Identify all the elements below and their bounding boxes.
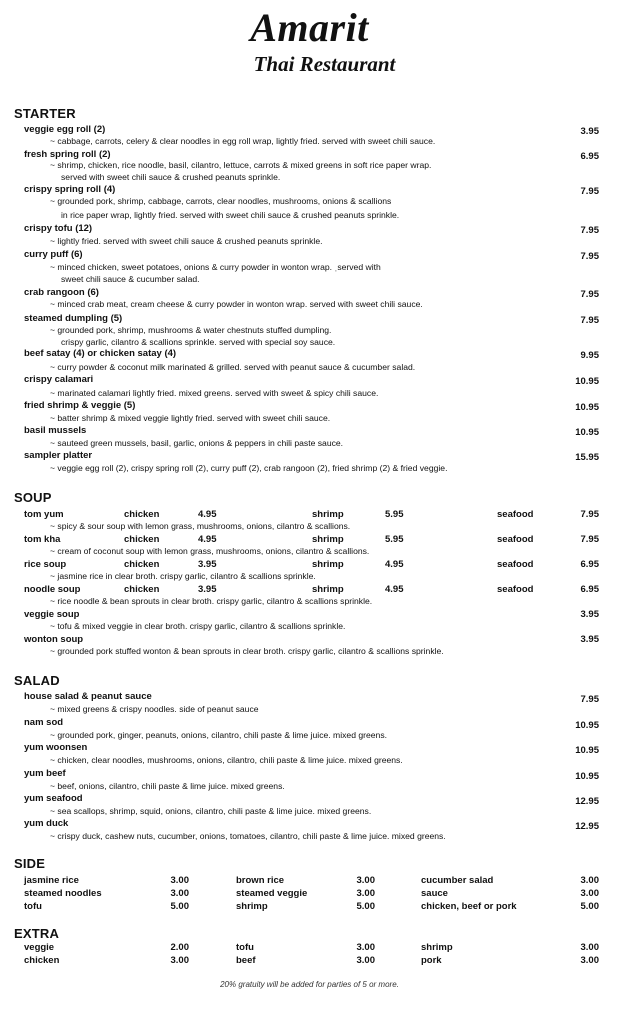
side-item-price: 3.00: [580, 875, 599, 886]
menu-item-price: 3.95: [580, 634, 599, 645]
side-item-name: jasmine rice: [24, 875, 79, 886]
menu-item-name: basil mussels: [24, 425, 87, 436]
menu-item-description: ~ sea scallops, shrimp, squid, onions, cilantro, chili paste & lime juice. mixed greens.: [50, 806, 372, 816]
menu-item-description: ~ veggie egg roll (2), crispy spring roll (2), curry puff (2), crab rangoon (2), fried shrimp (2) & fried veggie.: [50, 463, 448, 473]
menu-item-name: crispy spring roll (4): [24, 184, 116, 195]
extra-item-name: pork: [421, 955, 442, 966]
menu-item-description: ~ sauteed green mussels, basil, garlic, onions & peppers in chili paste sauce.: [50, 438, 344, 448]
menu-item-description: ~ shrimp, chicken, rice noodle, basil, cilantro, lettuce, carrots & mixed greens in soft rice paper wrap.: [50, 160, 432, 170]
menu-item-description: ~ grounded pork, ginger, peanuts, onions, cilantro, chili paste & lime juice. mixed greens.: [50, 730, 388, 740]
menu-item-description: ~ mixed greens & crispy noodles. side of peanut sauce: [50, 704, 259, 714]
soup-name: rice soup: [24, 559, 67, 570]
side-item-price: 3.00: [356, 888, 375, 899]
extra-item-name: veggie: [24, 942, 55, 953]
soup-chicken-price: 4.95: [198, 534, 217, 545]
side-item-name: steamed veggie: [236, 888, 308, 899]
menu-item-description: ~ jasmine rice in clear broth. crispy garlic, cilantro & scallions sprinkle.: [50, 571, 316, 581]
side-item-name: steamed noodles: [24, 888, 102, 899]
side-item-name: tofu: [24, 901, 42, 912]
menu-item-price: 10.95: [575, 427, 599, 438]
menu-item-description: ~ minced chicken, sweet potatoes, onions & curry powder in wonton wrap. ˌserved with: [50, 262, 381, 272]
extra-item-name: chicken: [24, 955, 60, 966]
soup-name: wonton soup: [24, 634, 84, 645]
extra-item-name: tofu: [236, 942, 254, 953]
menu-item-name: curry puff (6): [24, 249, 83, 260]
soup-chicken-price: 4.95: [198, 509, 217, 520]
soup-shrimp-price: 5.95: [385, 509, 404, 520]
side-item-name: brown rice: [236, 875, 285, 886]
section-heading-soup: SOUP: [14, 490, 52, 505]
menu-item-description: ~ rice noodle & bean sprouts in clear broth. crispy garlic, cilantro & scallions sprinkle.: [50, 596, 373, 606]
menu-item-name: crispy calamari: [24, 374, 94, 385]
extra-item-price: 3.00: [580, 942, 599, 953]
side-item-price: 5.00: [170, 901, 189, 912]
menu-item-description: ~ cream of coconut soup with lemon grass, mushrooms, onions, cilantro & scallions.: [50, 546, 370, 556]
menu-item-price: 10.95: [575, 376, 599, 387]
menu-item-name: fresh spring roll (2): [24, 149, 111, 160]
menu-item-description: served with sweet chili sauce & crushed peanuts sprinkle.: [61, 172, 281, 182]
menu-item-name: yum woonsen: [24, 742, 88, 753]
gratuity-note: 20% gratuity will be added for parties of 5 or more.: [220, 980, 399, 989]
soup-chicken-price: 3.95: [198, 559, 217, 570]
menu-item-description: ~ batter shrimp & mixed veggie lightly fried. served with sweet chili sauce.: [50, 413, 331, 423]
soup-shrimp-label: shrimp: [312, 509, 344, 520]
menu-item-name: house salad & peanut sauce: [24, 691, 152, 702]
side-item-price: 3.00: [170, 888, 189, 899]
side-item-name: cucumber salad: [421, 875, 494, 886]
menu-item-price: 9.95: [580, 350, 599, 361]
menu-item-description: ~ curry powder & coconut milk marinated & grilled. served with peanut sauce & cucumber salad.: [50, 362, 416, 372]
soup-shrimp-label: shrimp: [312, 559, 344, 570]
menu-item-price: 3.95: [580, 609, 599, 620]
soup-name: veggie soup: [24, 609, 80, 620]
menu-item-price: 10.95: [575, 771, 599, 782]
soup-shrimp-label: shrimp: [312, 534, 344, 545]
side-item-name: chicken, beef or pork: [421, 901, 517, 912]
soup-chicken-label: chicken: [124, 559, 160, 570]
extra-item-price: 3.00: [580, 955, 599, 966]
section-heading-side: SIDE: [14, 856, 46, 871]
menu-item-name: beef satay (4) or chicken satay (4): [24, 348, 177, 359]
soup-seafood-label: seafood: [497, 509, 534, 520]
menu-item-price: 7.95: [580, 225, 599, 236]
soup-chicken-label: chicken: [124, 534, 160, 545]
soup-seafood-price: 7.95: [580, 534, 599, 545]
menu-item-price: 7.95: [580, 289, 599, 300]
side-item-price: 3.00: [580, 888, 599, 899]
soup-seafood-label: seafood: [497, 584, 534, 595]
extra-item-name: beef: [236, 955, 256, 966]
soup-shrimp-price: 4.95: [385, 559, 404, 570]
side-item-price: 3.00: [170, 875, 189, 886]
restaurant-subtitle: Thai Restaurant: [253, 52, 396, 76]
menu-item-price: 7.95: [580, 694, 599, 705]
menu-item-description: ~ grounded pork stuffed wonton & bean sprouts in clear broth. crispy garlic, cilantro & scallions sprinkle.: [50, 646, 444, 656]
soup-seafood-label: seafood: [497, 534, 534, 545]
menu-item-description: ~ lightly fried. served with sweet chili sauce & crushed peanuts sprinkle.: [50, 236, 323, 246]
menu-item-price: 7.95: [580, 315, 599, 326]
menu-item-price: 10.95: [575, 745, 599, 756]
menu-item-description: ~ chicken, clear noodles, mushrooms, onions, cilantro, chili paste & lime juice. mixed greens.: [50, 755, 403, 765]
menu-item-description: sweet chili sauce & cucumber salad.: [61, 274, 200, 284]
soup-shrimp-price: 5.95: [385, 534, 404, 545]
menu-item-description: ~ tofu & mixed veggie in clear broth. crispy garlic, cilantro & scallions sprinkle.: [50, 621, 346, 631]
soup-seafood-price: 6.95: [580, 559, 599, 570]
menu-item-price: 12.95: [575, 796, 599, 807]
soup-name: tom yum: [24, 509, 64, 520]
extra-item-price: 3.00: [356, 942, 375, 953]
menu-item-name: yum duck: [24, 818, 69, 829]
menu-item-description: crispy garlic, cilantro & scallions sprinkle. served with special soy sauce.: [61, 337, 336, 347]
menu-item-description: ~ beef, onions, cilantro, chili paste & lime juice. mixed greens.: [50, 781, 285, 791]
menu-item-price: 7.95: [580, 186, 599, 197]
extra-item-price: 3.00: [170, 955, 189, 966]
soup-chicken-label: chicken: [124, 509, 160, 520]
section-heading-salad: SALAD: [14, 673, 60, 688]
menu-item-price: 3.95: [580, 126, 599, 137]
menu-item-price: 10.95: [575, 720, 599, 731]
soup-seafood-label: seafood: [497, 559, 534, 570]
menu-item-name: crab rangoon (6): [24, 287, 99, 298]
menu-item-description: ~ grounded pork, shrimp, mushrooms & water chestnuts stuffed dumpling.: [50, 325, 332, 335]
soup-shrimp-label: shrimp: [312, 584, 344, 595]
menu-item-name: steamed dumpling (5): [24, 313, 123, 324]
menu-item-name: veggie egg roll (2): [24, 124, 106, 135]
menu-item-description: in rice paper wrap, lightly fried. served with sweet chili sauce & crushed peanuts sprinkle.: [61, 210, 400, 220]
menu-item-name: sampler platter: [24, 450, 93, 461]
menu-item-name: yum beef: [24, 768, 66, 779]
menu-item-price: 6.95: [580, 151, 599, 162]
menu-item-price: 10.95: [575, 402, 599, 413]
soup-chicken-label: chicken: [124, 584, 160, 595]
menu-item-name: nam sod: [24, 717, 64, 728]
menu-item-description: ~ cabbage, carrots, celery & clear noodles in egg roll wrap, lightly fried. served with sweet chili sauce.: [50, 136, 436, 146]
extra-item-price: 2.00: [170, 942, 189, 953]
extra-item-price: 3.00: [356, 955, 375, 966]
side-item-name: sauce: [421, 888, 448, 899]
side-item-name: shrimp: [236, 901, 268, 912]
menu-item-name: yum seafood: [24, 793, 83, 804]
menu-item-description: ~ crispy duck, cashew nuts, cucumber, onions, tomatoes, cilantro, chili paste & lime juice. mixed greens.: [50, 831, 446, 841]
menu-item-description: ~ grounded pork, shrimp, cabbage, carrots, clear noodles, mushrooms, onions & scallions: [50, 196, 392, 206]
menu-item-description: ~ spicy & sour soup with lemon grass, mushrooms, onions, cilantro & scallions.: [50, 521, 351, 531]
soup-name: noodle soup: [24, 584, 81, 595]
section-heading-starter: STARTER: [14, 106, 76, 121]
side-item-price: 3.00: [356, 875, 375, 886]
soup-chicken-price: 3.95: [198, 584, 217, 595]
section-heading-extra: EXTRA: [14, 926, 60, 941]
soup-shrimp-price: 4.95: [385, 584, 404, 595]
menu-item-price: 7.95: [580, 251, 599, 262]
menu-item-name: crispy tofu (12): [24, 223, 93, 234]
menu-item-description: ~ minced crab meat, cream cheese & curry powder in wonton wrap. served with sweet chili sauce.: [50, 299, 423, 309]
soup-seafood-price: 6.95: [580, 584, 599, 595]
side-item-price: 5.00: [356, 901, 375, 912]
menu-item-price: 12.95: [575, 821, 599, 832]
soup-seafood-price: 7.95: [580, 509, 599, 520]
side-item-price: 5.00: [580, 901, 599, 912]
restaurant-title: Amarit: [250, 5, 369, 50]
menu-item-description: ~ marinated calamari lightly fried. mixed greens. served with sweet & spicy chili sauce.: [50, 388, 379, 398]
menu-item-name: fried shrimp & veggie (5): [24, 400, 136, 411]
menu-item-price: 15.95: [575, 452, 599, 463]
soup-name: tom kha: [24, 534, 61, 545]
extra-item-name: shrimp: [421, 942, 453, 953]
